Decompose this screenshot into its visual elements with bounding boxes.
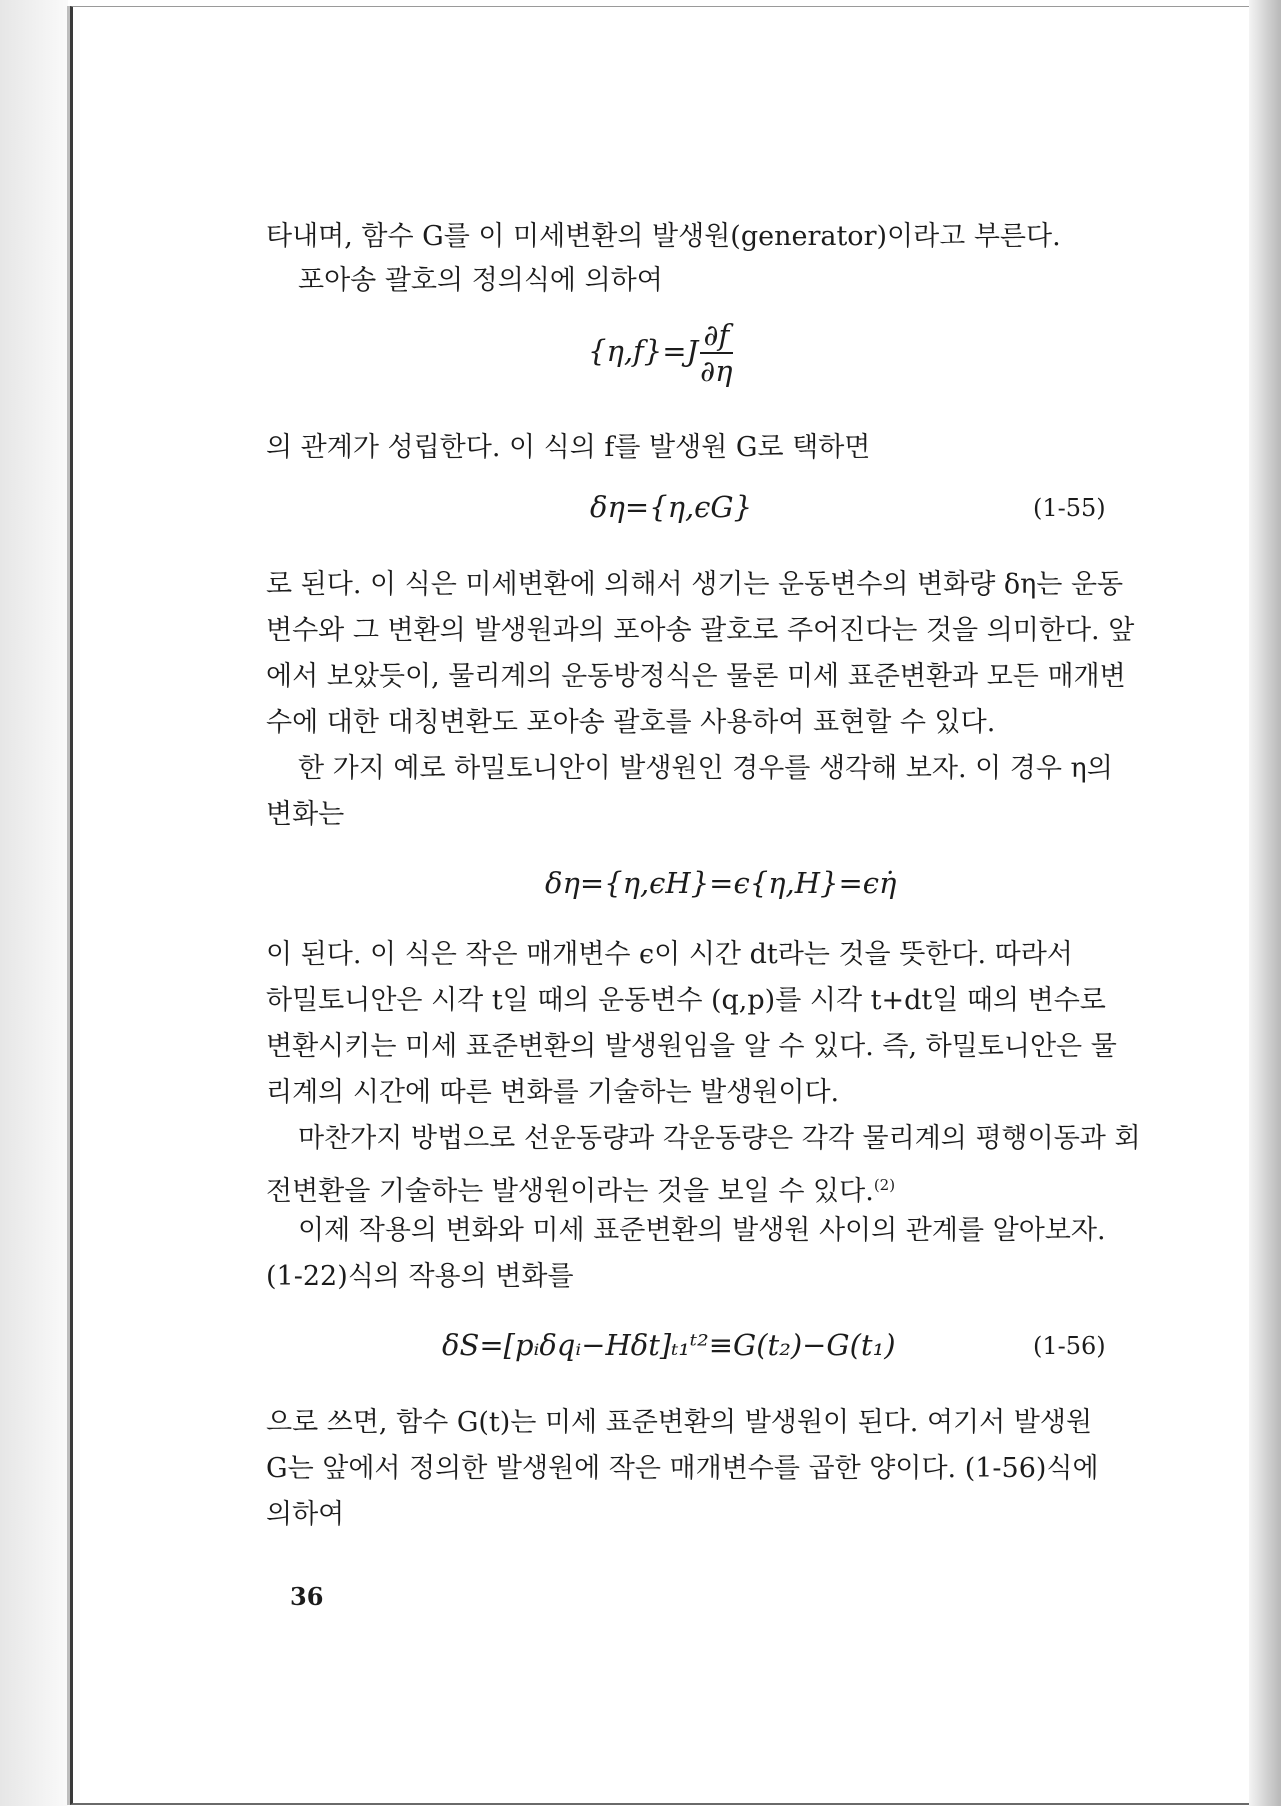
text-line-19: G는 앞에서 정의한 발생원에 작은 매개변수를 곱한 양이다. (1-56)식에 bbox=[266, 1453, 1099, 1484]
text-line-1: 타내며, 함수 G를 이 미세변환의 발생원(generator)이라고 부른다. bbox=[266, 221, 1061, 252]
text-line-8: 한 가지 예로 하밀토니안이 발생원인 경우를 생각해 보자. 이 경우 η의 bbox=[298, 753, 1113, 784]
text-line-12: 변환시키는 미세 표준변환의 발생원임을 알 수 있다. 즉, 하밀토니안은 물 bbox=[266, 1031, 1117, 1062]
equation-1-55: δη={η,ϵG} bbox=[590, 490, 753, 524]
text-line-15 bbox=[266, 1163, 1138, 1214]
equation-hamiltonian-variation: δη={η,ϵH}=ϵ{η,H}=ϵη̇ bbox=[545, 866, 897, 900]
text-line-10: 이 된다. 이 식은 작은 매개변수 ϵ이 시간 dt라는 것을 뜻한다. 따라서 bbox=[266, 939, 1073, 970]
text-line-7: 수에 대한 대칭변환도 포아송 괄호를 사용하여 표현할 수 있다. bbox=[266, 707, 996, 738]
left-binding-shadow bbox=[0, 0, 68, 1806]
page-number: 36 bbox=[290, 1582, 324, 1611]
text-line-5: 변수와 그 변환의 발생원과의 포아송 괄호로 주어진다는 것을 의미한다. 앞 bbox=[266, 615, 1135, 646]
equation-poisson-bracket bbox=[588, 318, 733, 388]
text-line-18: 으로 쓰면, 함수 G(t)는 미세 표준변환의 발생원이 된다. 여기서 발생원 bbox=[266, 1407, 1093, 1438]
text-line-4: 로 된다. 이 식은 미세변환에 의해서 생기는 운동변수의 변화량 δη는 운동 bbox=[266, 569, 1124, 600]
text-line-3: 의 관계가 성립한다. 이 식의 f를 발생원 G로 택하면 bbox=[266, 432, 871, 463]
text-line-2: 포아송 괄호의 정의식에 의하여 bbox=[298, 265, 663, 296]
equation-fraction bbox=[700, 318, 732, 388]
text-line-16: 이제 작용의 변화와 미세 표준변환의 발생원 사이의 관계를 알아보자. bbox=[298, 1215, 1106, 1246]
text-line-11: 하밀토니안은 시각 t일 때의 운동변수 (q,p)를 시각 t+dt일 때의 변수로 bbox=[266, 985, 1106, 1016]
text-line-14: 마찬가지 방법으로 선운동량과 각운동량은 각각 물리계의 평행이동과 회 bbox=[298, 1123, 1141, 1154]
equation-poisson-lhs: {η,f}=J bbox=[588, 334, 699, 368]
text-line-15-body: 전변환을 기술하는 발생원이라는 것을 보일 수 있다. bbox=[266, 1176, 874, 1207]
text-line-13: 리계의 시간에 따른 변화를 기술하는 발생원이다. bbox=[266, 1077, 840, 1108]
footnote-reference: (2) bbox=[873, 1176, 896, 1194]
equation-1-56: δS=[pᵢδqᵢ−Hδt]ₜ₁ᵗ²≡G(t₂)−G(t₁) bbox=[442, 1328, 896, 1362]
right-page-edge bbox=[1249, 0, 1281, 1806]
text-line-9: 변화는 bbox=[266, 799, 345, 830]
equation-number-1-56: (1-56) bbox=[1033, 1332, 1106, 1360]
text-line-20: 의하여 bbox=[266, 1499, 345, 1530]
fraction-numerator: ∂f bbox=[700, 318, 732, 354]
text-line-17: (1-22)식의 작용의 변화를 bbox=[266, 1261, 574, 1292]
fraction-denominator: ∂η bbox=[700, 354, 733, 388]
text-line-6: 에서 보았듯이, 물리계의 운동방정식은 물론 미세 표준변환과 모든 매개변 bbox=[266, 661, 1126, 692]
equation-number-1-55: (1-55) bbox=[1033, 494, 1106, 522]
